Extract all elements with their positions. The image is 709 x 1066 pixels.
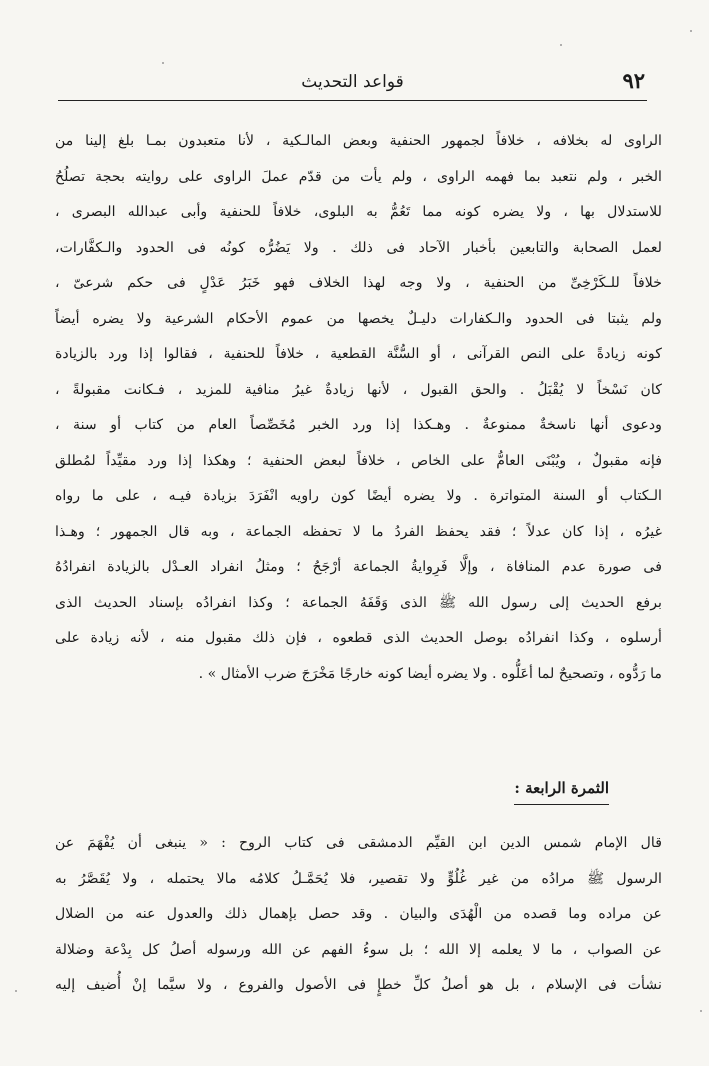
text-line: الرسول ﷺ مرادُه من غير غُلُوٍّ ولا تقصير، فلا يُحَمَّـلُ كلامُه مالا يحتمله ، ولا يُقَصَّرُ به <box>55 870 662 887</box>
text-line: كان نَسْخاً لا يُقْبَلُ . والحق القبول ، لأنها زيادةٌ غيرُ منافية للمزيد ، فـكانت مقبولةً ، <box>55 381 662 398</box>
text-line: كونه زيادةً على النص القرآنى ، أو السُّنَّة القطعية ، خلافاً للحنفية ، فقالوا إذا ورد بالزيادة <box>55 346 662 362</box>
text-line: ولم يثبتا فى الحدود والـكفارات دليـلٌ يخصها من عموم الأحكام الشرعية ولا يضره أيضاً <box>55 310 662 327</box>
paper-speck <box>560 44 562 46</box>
section-heading: الثمرة الرابعة : <box>514 774 609 805</box>
text-line: عن الصواب ، ما لا يعلمه إلا الله ؛ بل سوءُ الفهم عن الله ورسوله أصلُ كل بِدْعة وضلالة <box>55 941 662 958</box>
text-line: لعمل الصحابة والتابعين بأخبار الآحاد فى ذلك . ولا يَضُرُّه كونُه فى الحدود والـكفَّارات، <box>55 239 662 256</box>
text-line: الراوى له بخلافه ، خلافاً لجمهور الحنفية وبعض المالـكية ، لأنا متعبدون بمـا بلغ إلينا من <box>55 133 662 149</box>
paper-speck <box>162 62 164 64</box>
text-line: غيرُه ، إذا كان عدلاً ؛ فقد يحفظ الفردُ ما لا تحفظه الجماعة ، وبه قال الجمهور ؛ وهـذا <box>55 523 662 540</box>
text-line: ودعوى أنها ناسخةٌ ممنوعةٌ . وهـكذا إذا ورد الخبر مُخَصِّصاً العام من كتاب أو سنة ، <box>55 417 662 433</box>
paragraph-1 <box>55 124 662 692</box>
text-line: نشأت فى الإسلام ، بل هو أصلُ كلِّ خطإٍ فى الأصول والفروع ، ولا سيَّما إنْ أُضيف إليه <box>55 977 662 993</box>
paper-speck <box>690 30 692 32</box>
header-rule <box>58 100 647 101</box>
text-line: للاستدلال بها ، ولا يضره كونه مما تَعُمُّ به البلوى، خلافاً للحنفية وأبى عبدالله البصرى ، <box>55 204 662 220</box>
text-line: ما رَدُّوه ، وتصحيحٌ لما أعَلُّوه . ولا يضره أيضا كونه خارجًا مَخْرَجَ ضرب الأمثال » . <box>198 665 662 682</box>
text-line: فإنه مقبولٌ ، ويُبْنَى العامُّ على الخاص ، خلافاً لبعض الحنفية ؛ وهكذا إذا ورد مقيِّداً لمُطلق <box>55 452 662 469</box>
page-number: ٩٢ <box>622 68 645 93</box>
text-line: الخبر ، ولم نتعبد بما فهمه الراوى ، ولم يأت من قدّم عملَ الراوى على روايته بحجة تصلُحُ <box>55 168 662 185</box>
text-line: أرسلوه ، وكذا انفرادُه بوصل الحديث الذى قطعوه ، فإن ذلك مقبول منه ، لأنه زيادة على <box>55 630 662 646</box>
text-line: الـكتاب أو السنة المتواترة . ولا يضره أيضًا كون راويه انْفَرَدَ بزيادة فيـه ، على ما رواه <box>55 488 662 504</box>
paper-speck <box>700 1010 702 1012</box>
page-header <box>58 66 647 100</box>
text-line: برفع الحديث إلى رسول الله ﷺ الذى وَقَفَهُ الجماعة ؛ وكذا انفرادُه بإسناد الحديث الذى <box>55 594 662 611</box>
running-title: قواعد التحديث <box>301 72 404 92</box>
text-line: فى صورة عدم المنافاة ، وإلَّا فَرِوايةُ الجماعة أرْجَحُ ؛ ومثلُ انفراد العـدْل بالزيادة انفرادُهُ <box>55 559 662 575</box>
text-line: خلافاً للـكَرْخِىِّ من الحنفية ، ولا وجه لهذا الخلاف فهو خَبَرُ عَدْلٍ فى حكم شرعىّ ، <box>55 275 662 291</box>
text-line: عن مراده وما قصده من الْهُدَى والبيان . وقد حصل بإهمال ذلك والعدول عنه من الضلال <box>55 906 662 922</box>
paragraph-2 <box>55 826 662 1004</box>
paper-speck <box>15 990 17 992</box>
text-line: قال الإمام شمس الدين ابن القيِّم الدمشقى فى كتاب الروح : « ينبغى أن يُفْهَمَ عن <box>55 835 662 851</box>
